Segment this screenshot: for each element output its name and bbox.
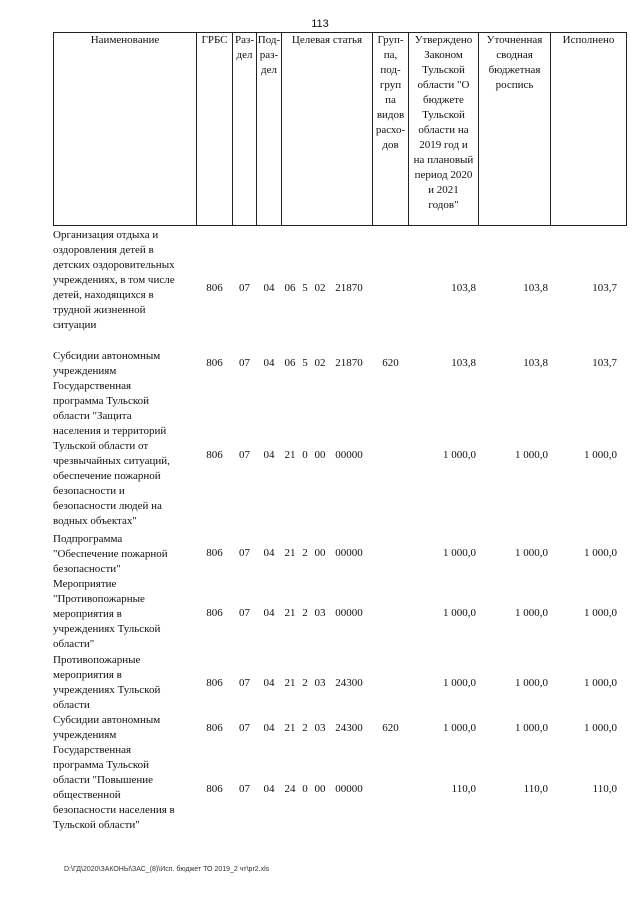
header-razdel: Раз- дел (234, 34, 254, 61)
row-refined: 1 000,0 (515, 722, 548, 734)
row-approved: 1 000,0 (443, 449, 476, 461)
row-podrazdel: 04 (263, 607, 275, 619)
row-executed: 1 000,0 (584, 449, 617, 461)
row-refined: 1 000,0 (515, 607, 548, 619)
header-bottom-border (53, 225, 627, 226)
row-group: 620 (382, 357, 399, 369)
row-approved: 110,0 (451, 783, 476, 795)
page-number: 113 (311, 18, 329, 30)
row-t2: 2 (302, 607, 308, 619)
col-divider (196, 32, 197, 226)
row-razdel: 07 (239, 783, 250, 795)
row-razdel: 07 (239, 722, 250, 734)
row-name: Субсидии автономным учреждениям (53, 350, 161, 377)
row-podrazdel: 04 (263, 677, 275, 689)
row-t1: 06 (284, 282, 296, 294)
row-grbs: 806 (206, 357, 223, 369)
row-t4: 21870 (335, 282, 363, 294)
row-t3: 03 (314, 607, 326, 619)
row-t4: 24300 (335, 677, 363, 689)
row-t1: 21 (284, 607, 296, 619)
row-t2: 0 (302, 449, 308, 461)
row-name: Мероприятие "Противопожарные мероприятия в учреждениях Тульской области" (53, 578, 161, 650)
col-divider (550, 32, 551, 226)
row-podrazdel: 04 (263, 449, 275, 461)
row-t4: 00000 (335, 547, 363, 559)
row-t2: 5 (302, 282, 308, 294)
row-approved: 1 000,0 (443, 677, 476, 689)
row-t2: 2 (302, 722, 308, 734)
row-approved: 1 000,0 (443, 607, 476, 619)
row-executed: 1 000,0 (584, 722, 617, 734)
row-t4: 00000 (335, 783, 363, 795)
row-grbs: 806 (206, 282, 223, 294)
row-t2: 5 (302, 357, 308, 369)
header-name: Наименование (90, 34, 160, 46)
row-t2: 2 (302, 677, 308, 689)
row-razdel: 07 (239, 607, 250, 619)
row-group: 620 (382, 722, 399, 734)
row-t4: 00000 (335, 607, 363, 619)
row-grbs: 806 (206, 722, 223, 734)
row-refined: 1 000,0 (515, 449, 548, 461)
row-name: Подпрограмма "Обеспечение пожарной безопасности" (53, 533, 168, 575)
row-grbs: 806 (206, 547, 223, 559)
row-approved: 103,8 (451, 357, 476, 369)
row-razdel: 07 (239, 547, 250, 559)
row-refined: 103,8 (523, 282, 548, 294)
row-approved: 103,8 (451, 282, 476, 294)
row-executed: 103,7 (592, 282, 617, 294)
row-t2: 2 (302, 547, 308, 559)
row-name: Государственная программа Тульской области "Защита населения и территорий Тульской области от чрезвычайных ситуаций, обеспечение пожарной безопасности и безопасности людей на водных объектах" (53, 380, 170, 527)
row-name: Государственная программа Тульской области "Повышение общественной безопасности населения в Тульской области" (53, 744, 175, 831)
header-target: Целевая статья (291, 34, 363, 46)
row-t4: 00000 (335, 449, 363, 461)
row-grbs: 806 (206, 783, 223, 795)
row-approved: 1 000,0 (443, 722, 476, 734)
header-approved: Утверждено Законом Тульской области "О бюджете Тульской области на 2019 год и на плановый период 2020 и 2021 годов" (413, 34, 474, 211)
row-refined: 103,8 (523, 357, 548, 369)
row-razdel: 07 (239, 677, 250, 689)
row-t4: 21870 (335, 357, 363, 369)
row-t2: 0 (302, 783, 308, 795)
row-razdel: 07 (239, 449, 250, 461)
row-executed: 1 000,0 (584, 547, 617, 559)
row-t3: 02 (314, 357, 326, 369)
row-executed: 1 000,0 (584, 607, 617, 619)
row-t1: 21 (284, 722, 296, 734)
row-t3: 03 (314, 722, 326, 734)
row-name: Организация отдыха и оздоровления детей в детских оздоровительных учреждениях, в том числе детей, находящихся в трудной жизненной ситуации (53, 229, 175, 331)
file-path-footer: D:\ГД\2020\ЗАКОНЫ\ЗАС_(8)\Исп. бюджет ТО 2019_2 чт\pr2.xls (64, 866, 270, 873)
row-refined: 1 000,0 (515, 677, 548, 689)
header-grbs: ГРБС (201, 34, 228, 46)
row-t1: 24 (284, 783, 296, 795)
row-approved: 1 000,0 (443, 547, 476, 559)
header-podrazdel: Под- раз- дел (257, 34, 281, 76)
row-podrazdel: 04 (263, 783, 275, 795)
row-executed: 103,7 (592, 357, 617, 369)
row-razdel: 07 (239, 282, 250, 294)
row-executed: 1 000,0 (584, 677, 617, 689)
row-t3: 00 (314, 783, 326, 795)
row-podrazdel: 04 (263, 282, 275, 294)
row-t3: 02 (314, 282, 326, 294)
header-group: Груп- па, под- груп па видов расхо- дов (375, 34, 406, 151)
row-t1: 06 (284, 357, 296, 369)
col-divider (53, 32, 54, 226)
row-podrazdel: 04 (263, 547, 275, 559)
header-executed: Исполнено (562, 34, 615, 46)
col-divider (626, 32, 627, 226)
row-name: Субсидии автономным учреждениям (53, 714, 161, 741)
row-t4: 24300 (335, 722, 363, 734)
row-t1: 21 (284, 547, 296, 559)
row-t3: 03 (314, 677, 326, 689)
row-refined: 1 000,0 (515, 547, 548, 559)
row-grbs: 806 (206, 449, 223, 461)
col-divider (281, 32, 282, 226)
row-grbs: 806 (206, 607, 223, 619)
row-refined: 110,0 (523, 783, 548, 795)
row-t3: 00 (314, 547, 326, 559)
row-grbs: 806 (206, 677, 223, 689)
row-executed: 110,0 (592, 783, 617, 795)
row-t1: 21 (284, 677, 296, 689)
row-podrazdel: 04 (263, 357, 275, 369)
row-name: Противопожарные мероприятия в учреждениях Тульской области (53, 654, 161, 711)
row-podrazdel: 04 (263, 722, 275, 734)
row-t3: 00 (314, 449, 326, 461)
header-refined: Уточненная сводная бюджетная роспись (486, 34, 543, 91)
row-razdel: 07 (239, 357, 250, 369)
row-t1: 21 (284, 449, 296, 461)
